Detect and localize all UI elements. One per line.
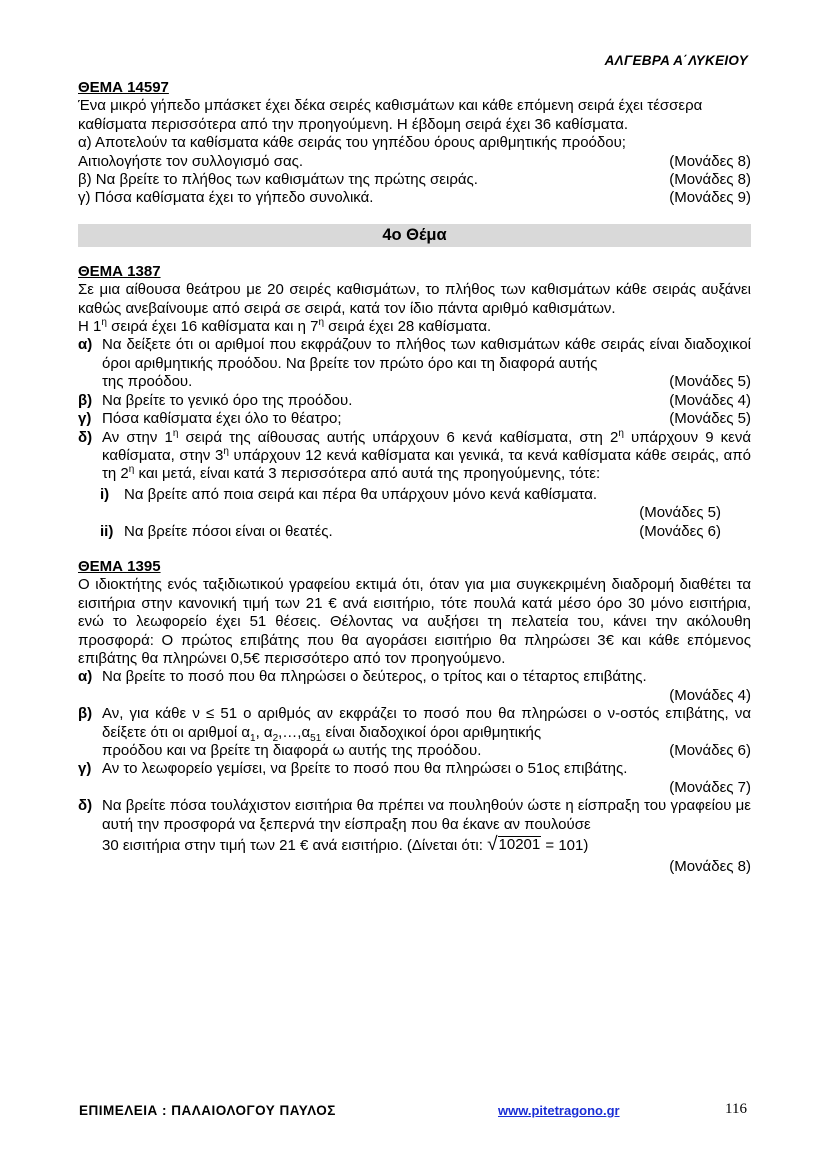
question-c bbox=[78, 189, 751, 207]
points: (Μονάδες 5) bbox=[669, 373, 751, 391]
question-a: α) Αποτελούν τα καθίσματα κάθε σειράς του γηπέδου όρους αριθμητικής προόδου; bbox=[78, 134, 626, 152]
question-c-text: γ) Πόσα καθίσματα έχει το γήπεδο συνολικά. bbox=[78, 189, 374, 207]
question-d-i: i) Να βρείτε από ποια σειρά και πέρα θα υπάρχουν μόνο κενά καθίσματα. bbox=[100, 485, 598, 503]
problem-title: ΘΕΜΑ 1387 bbox=[78, 262, 161, 280]
points: (Μονάδες 5) bbox=[669, 410, 751, 428]
problem-title: ΘΕΜΑ 14597 bbox=[78, 79, 169, 96]
problem-intro: Ένα μικρό γήπεδο μπάσκετ έχει δέκα σειρές καθισμάτων και κάθε επόμενη σειρά έχει τέσσερα καθίσματα περισσότερα από την προηγούμενη. Η έβδομη σειρά έχει 36 καθίσματα. bbox=[78, 97, 703, 133]
points: (Μονάδες 4) bbox=[669, 391, 751, 409]
problem-1387 bbox=[78, 263, 751, 541]
points: (Μονάδες 5) bbox=[639, 504, 721, 522]
question-a: α) Να δείξετε ότι οι αριθμοί που εκφράζουν το πλήθος των καθισμάτων κάθε σειράς είναι διαδοχικοί όροι αριθμητικής προόδου. Να βρείτε τον πρώτο όρο και τη διαφορά αυτής της προόδου. (Μονάδες 5) bbox=[78, 336, 751, 391]
section-heading: 4ο Θέμα bbox=[78, 224, 751, 247]
problem-intro-2: Η $1^\eta$ σειρά έχει 16 καθίσματα και η $7^\eta$ σειρά έχει 28 καθίσματα. bbox=[78, 317, 492, 336]
question-d: δ) Να βρείτε πόσα τουλάχιστον εισιτήρια θα πρέπει να πουληθούν ώστε η είσπραξη του γραφείου με αυτή την προσφορά να ξεπερνά την είσπραξη που θα έκανε αν πουλούσε 30 εισιτήρια στην τιμή των 21 € ανά εισιτήριο. (Δίνεται ότι: √ 10201 = 101) (Μονάδες 8) bbox=[78, 797, 751, 876]
question-d-ii: ii) Να βρείτε πόσοι είναι οι θεατές. (Μονάδες 6) bbox=[100, 522, 721, 540]
question-a: α) Να βρείτε το ποσό που θα πληρώσει ο δεύτερος, ο τρίτος και ο τέταρτος επιβάτης. (Μονάδες 4) bbox=[78, 668, 751, 704]
points: (Μονάδες 8) bbox=[669, 858, 751, 876]
problem-1395 bbox=[78, 558, 751, 877]
footer-editor: ΕΠΙΜΕΛΕΙΑ : ΠΑΛΑΙΟΛΟΓΟΥ ΠΑΥΛΟΣ bbox=[79, 1103, 336, 1118]
running-header: ΑΛΓΕΒΡΑ Α΄ΛΥΚΕΙΟΥ bbox=[604, 53, 748, 68]
problem-intro: Σε μια αίθουσα θεάτρου με 20 σειρές καθισμάτων, το πλήθος των καθισμάτων κάθε σειράς αυξάνει καθώς ανεβαίνουμε από σειρά σε σειρά, κατά τον ίδιο πάντα αριθμό καθισμάτων. bbox=[78, 281, 751, 317]
question-a-text: Αιτιολογήστε τον συλλογισμό σας. bbox=[78, 152, 304, 170]
points: (Μονάδες 6) bbox=[639, 522, 721, 540]
question-b: β) Να βρείτε το γενικό όρο της προόδου. (Μονάδες 4) bbox=[78, 391, 751, 409]
problem-title: ΘΕΜΑ 1395 bbox=[78, 557, 161, 575]
question-b-text: β) Να βρείτε το πλήθος των καθισμάτων της πρώτης σειράς. bbox=[78, 171, 478, 189]
question-d: δ) Αν στην $1^\eta$ σειρά της αίθουσας αυτής υπάρχουν 6 κενά καθίσματα, στη $2^\eta$ υπάρχουν 9 κενά καθίσματα, στην $3^\eta$ υπάρχουν 12 κενά καθίσματα και γενικά, τα κενά καθίσματα κάθε σειράς, από τη $2^\eta$ και μετά, είναι κατά 3 περισσότερα από αυτά της προηγούμενης, τότε: bbox=[78, 427, 752, 483]
points: (Μονάδες 9) bbox=[669, 189, 751, 207]
points: (Μονάδες 4) bbox=[669, 686, 751, 704]
question-c: γ) Πόσα καθίσματα έχει όλο το θέατρο; (Μονάδες 5) bbox=[78, 410, 751, 428]
question-c: γ) Αν το λεωφορείο γεμίσει, να βρείτε το ποσό που θα πληρώσει ο 51ος επιβάτης. (Μονάδες 7) bbox=[78, 760, 751, 796]
problem-14597 bbox=[78, 79, 751, 208]
points: (Μονάδες 7) bbox=[669, 778, 751, 796]
page-content bbox=[78, 79, 751, 877]
points: (Μονάδες 8) bbox=[669, 152, 751, 170]
page-number: 116 bbox=[725, 1101, 747, 1117]
question-a-cont bbox=[78, 153, 751, 171]
question-b: β) Αν, για κάθε ν ≤ 51 ο αριθμός αν εκφράζει το ποσό που θα πληρώσει ο ν-οστός επιβάτης, να δείξετε ότι οι αριθμοί $\alpha_1$, $\alpha_2,\dots,\alpha_{51}$ είναι διαδοχικοί όροι αριθμητικής προόδου και να βρείτε τη διαφορά ω αυτής της προόδου. (Μονάδες 6) bbox=[78, 705, 751, 759]
problem-intro: Ο ιδιοκτήτης ενός ταξιδιωτικού γραφείου εκτιμά ότι, όταν για μια συγκεκριμένη διαδρομή διαθέτει τα εισιτήρια στην κανονική τιμή των 21 € ανά εισιτήριο, τότε πουλά κατά μέσο όρο 30 μόνο εισιτήρια, ενώ το λεωφορείο έχει 51 θέσεις. Θέλοντας να αυξήσει τη πελατεία του, κάνει την ακόλουθη προσφορά: Ο πρώτος επιβάτης που θα αγοράσει εισιτήριο θα πληρώσει 3€ και κάθε επόμενος επιβάτης θα πληρώνει 0,5€ περισσότερο από τον προηγούμενο. bbox=[78, 576, 751, 667]
square-root: √ 10201 bbox=[487, 834, 541, 856]
question-b bbox=[78, 171, 751, 189]
footer-website-link[interactable]: www.pitetragono.gr bbox=[498, 1103, 620, 1118]
points: (Μονάδες 8) bbox=[669, 171, 751, 189]
points: (Μονάδες 6) bbox=[669, 742, 751, 759]
